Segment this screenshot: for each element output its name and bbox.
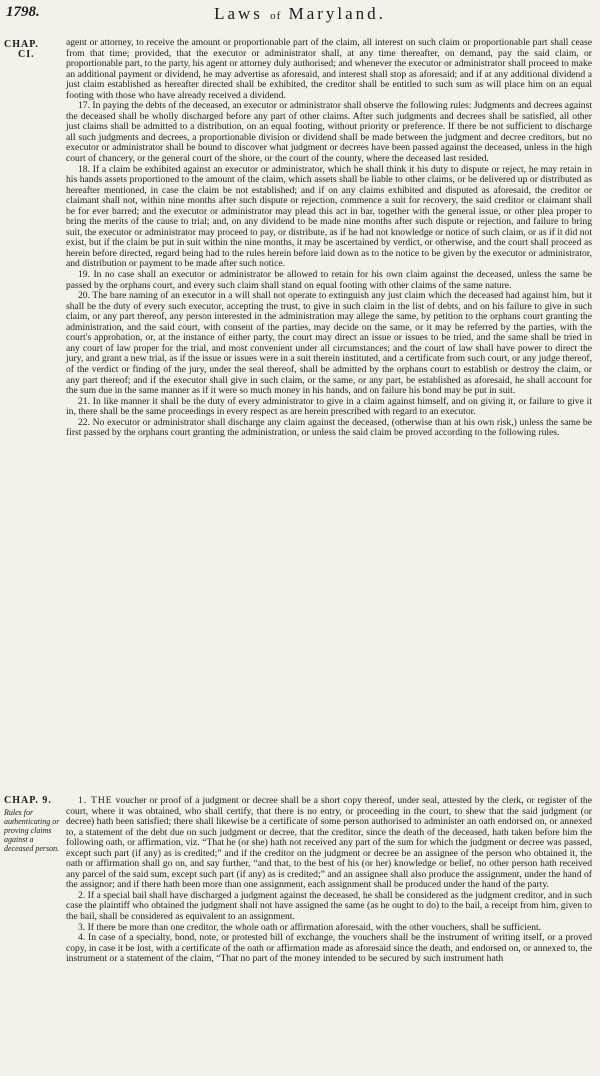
chapter-marginal-note-1 (4, 40, 64, 60)
rule-3: 3. If there be more than one creditor, the whole oath or affirmation aforesaid, with the other vouchers, shall be sufficient. (78, 921, 542, 933)
section-continuation (66, 38, 592, 439)
chapter-marginal-note-2 (4, 796, 64, 853)
rule-4: 4. In case of a specialty, bond, note, or protested bill of exchange, the vouchers shall be the instrument of writing itself, or a proved copy, in case it be lost, with a certificate of the oath or affirmation made as aforesaid since the death, and endorsed on, or annexed to, the instrument or a statement of the claim, “That no part of the money intended to be secured by such instrument hath (66, 932, 592, 965)
running-title-maryland: Maryland. (288, 4, 386, 23)
running-title (0, 4, 600, 24)
paragraph-18: 18. If a claim be exhibited against an executor or administrator, which he shall think it his duty to dispute or reject, he may retain in his hands assets proportioned to the amount of the claim, which assets shall be liable to other claims, or be delivered up or distributed as hereafter mentioned, in case the claim be not established; and if on any claims exhibited and disputed as aforesaid, the creditor or claimant shall not, within nine months after such dispute or rejection, commence a suit for recovery, the said creditor or claimant shall be for ever barred; and the executor or administrator may plead this act in bar, together with the general issue, or other plea proper to bring the merits of the cause to trial; and, on any dividend to be made nine months after such dispute or rejection, and failure to bring suit, the executor or administrator may proceed to pay, or distribute, as if he had not knowledge or notice of such claim, or as if it did not exist, but if the claim be put in suit within the nine months, it may be ascertained by verdict, or otherwise, and the court shall proceed as herein before directed, regard being had to the rules herein before laid down as to the notice to be given by the executor or administrator, and distribution or payment to be made after such notice. (66, 163, 592, 270)
rule-1-text: voucher or proof of a judgment or decree shall be a short copy thereof, under seal, attested by the clerk, or register of the court, where it was obtained, who shall certify, that there is no entry, or proceeding in the court, to shew that the said judgment (or decree) hath been satisfied; there shall likewise be a certificate of some person authorised to administer an oath endorsed on, or annexed to, a statement of the debt due on such judgment or decree, that the creditor, since the death of the deceased, hath taken before him the following oath, or affirmation, viz. “That he (or she) hath not received any part of the sum for which the judgment or decree was passed, except such part (if any) as is credited;” and if the creditor on the judgment or decree be an assignee of the person who obtained it, the oath or affirmation shall go on, and say further, “and that, to the best of his (or her) knowledge or belief, no other person hath received any parcel of the said sum, except such part (if any) as is credited;” and an assignee shall also produce the assignment, under the hand of the assignor; and if there hath been more than one assignment, each assignment shall be produced under the hand of the party. (66, 795, 592, 891)
page-year: 1798. (6, 4, 40, 20)
chapter-9-rules (66, 796, 592, 965)
chapter-label: CHAP. (4, 39, 39, 50)
paragraph-19: 19. In no case shall an executor or administrator be allowed to retain for his own claim against the deceased, unless the same be passed by the orphans court, and every such claim shall stand on equal footing with other claims of the same nature. (66, 269, 592, 291)
rule-1-lead: 1. THE (78, 795, 113, 806)
page-header (0, 4, 600, 26)
chapter-9-label: CHAP. 9. (4, 795, 52, 806)
chapter-number: CI. (18, 49, 35, 60)
paragraph-22: 22. No executor or administrator shall discharge any claim against the deceased, (otherwise than at his own risk,) unless the same be first passed by the orphans court granting the administration, or unless the said claim be proved according to the following rules. (66, 416, 592, 439)
paragraph-continuation: agent or attorney, to receive the amount or proportionable part of the claim, all interest on such claim or proportionable part shall cease from that time; provided, that the executor or administrator shall, at any time thereafter, on demand, pay the said claim, or proportionable part, to the party, his agent or attorney duly authorised; and whenever the executor or administrator shall proceed to make an additional payment or dividend, he may advertise as aforesaid, and interest shall stop as aforesaid; and if at any additional dividend a just claim established as hereafter directed shall be exhibited, the creditor shall be entitled to such sum as will place him on an equal footing with those who have already received a dividend. (66, 37, 592, 101)
running-title-laws: Laws (214, 4, 263, 23)
rule-2: 2. If a special bail shall have discharged a judgment against the deceased, he shall be considered as the judgment creditor, and in such case the plaintiff who obtained the judgment shall not have assigned the same (as he ought to do) to the bail, a receipt from him, given to the bail, shall be considered as equivalent to an assignment. (66, 889, 592, 923)
paragraph-20: 20. The bare naming of an executor in a will shall not operate to extinguish any just claim which the deceased had against him, but it shall be the duty of every such executor, accepting the trust, to give in such claim in the list of debts, and on his failure to give in such claim, or any part thereof, any person interested in the administration may allege the same, by petition to the orphans court granting the administration, and the said court, with consent of the parties, may decide on the same, or it may be referred by the parties, with the court's approbation, or, at the instance of either party, the court may direct an issue or issues to be tried, and the same shall be tried in any court of law proper for the trial, and most convenient under all circumstances; and the court of law shall have power to direct the jury, and grant a new trial, as if the issue or issues were in a suit therein instituted, and a certificate from such court, or any judge thereof, of the verdict or finding of the jury, under the seal thereof, shall be admitted by the orphans court to establish or destroy the claim, or any part thereof; and if the executor shall give in such claim, or the same, or any part, be established as aforesaid, he shall account for the sum due in the same manner as if it were so much money in his hands, and on failure his bond may be put in suit. (66, 290, 592, 397)
paragraph-21: 21. In like manner it shall be the duty of every administrator to give in a claim against himself, and on giving it, or failure to give it in, there shall be the same proceedings in every respect as are herein prescribed with regard to an executor. (66, 395, 592, 418)
rule-1 (66, 796, 592, 891)
running-title-of: of (270, 10, 282, 22)
paragraph-17: 17. In paying the debts of the deceased, an executor or administrator shall observe the following rules: Judgments and decrees against the deceased shall be wholly discharged before any part of other claims. After such judgments and decrees shall be satisfied, all other just claims shall be admitted to a distribution, on an equal footing, without priority or preference. If there be not sufficient to discharge all such judgments and decrees, a proportionable division or dividend shall be made between the judgment and decree creditors, but no executor or administrator shall be bound to discover what judgment or decrees have been passed against the deceased, unless in the high court of chancery, or the general court of the shore, or the court of the county, where the deceased last resided. (66, 100, 592, 165)
chapter-9-gloss: Rules for authenticating or proving claims against a deceased person. (4, 808, 60, 853)
